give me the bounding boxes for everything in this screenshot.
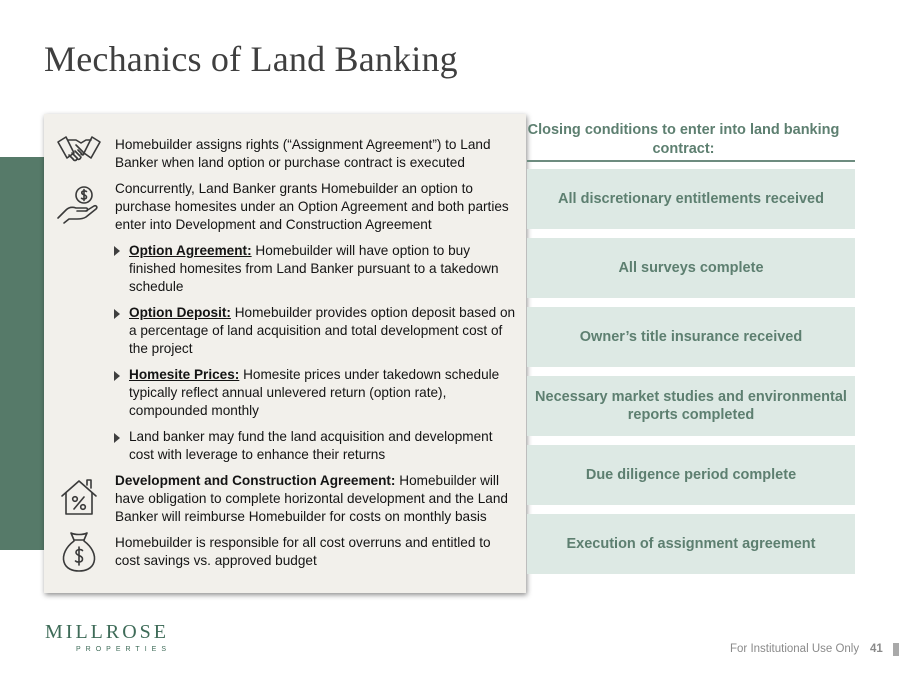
money-bag-icon [56,528,102,574]
sub-bullet-label: Homesite Prices: [129,367,240,382]
mechanics-panel [44,114,526,593]
footer-disclaimer: For Institutional Use Only [730,643,860,655]
bullet-arrow-icon [114,371,120,381]
sub-bullet-text: Homebuilder provides option deposit based on a percentage of land acquisition and total development cost of the project [129,305,516,356]
development-label: Development and Construction Agreement: [115,473,396,488]
slide-title: Mechanics of Land Banking [44,39,458,79]
bullet-arrow-icon [114,309,120,319]
sub-bullet-leverage [129,428,519,464]
bullet-arrow-icon [114,433,120,443]
sub-bullet-homesite-prices [129,366,519,420]
handshake-icon [56,128,102,174]
sub-bullet-text: Homesite prices under takedown schedule typically reflect annual unlevered return (option rate), compounded monthly [129,367,500,418]
hand-dollar-icon [56,182,102,228]
house-percent-icon [56,474,102,520]
condition-surveys: All surveys complete [527,238,855,298]
condition-entitlements: All discretionary entitlements received [527,169,855,229]
assignment-text: Homebuilder assigns rights (“Assignment Agreement”) to Land Banker when land option or purchase contract is executed [115,137,491,170]
condition-due-diligence: Due diligence period complete [527,445,855,505]
overruns-text: Homebuilder is responsible for all cost overruns and entitled to cost savings vs. approved budget [115,535,491,568]
sub-bullet-text: Land banker may fund the land acquisition and development cost with leverage to enhance their returns [129,429,493,462]
company-logo: MILLROSE [45,621,169,643]
sub-bullet-option-deposit [129,304,519,358]
condition-assignment: Execution of assignment agreement [527,514,855,574]
option-grant-text: Concurrently, Land Banker grants Homebuilder an option to purchase homesites under an Option Agreement and both parties enter into Development and Construction Agreement [115,181,509,232]
page-marker [893,643,899,656]
page-number: 41 [870,643,883,655]
sub-bullet-option-agreement [129,242,519,296]
closing-conditions-header: Closing conditions to enter into land banking contract: [527,122,840,157]
sub-bullet-text: Homebuilder will have option to buy finished homesites from Land Banker pursuant to a takedown schedule [129,243,499,294]
development-body: Homebuilder will have obligation to complete horizontal development and the Land Banker will reimburse Homebuilder for costs on monthly basis [115,473,508,524]
condition-title-insurance: Owner’s title insurance received [527,307,855,367]
company-logo-subtitle: PROPERTIES [76,646,171,653]
sub-bullet-label: Option Deposit: [129,305,231,320]
condition-market-studies: Necessary market studies and environmental reports completed [527,376,855,436]
sub-bullet-label: Option Agreement: [129,243,252,258]
bullet-arrow-icon [114,246,120,256]
development-text [115,472,517,526]
header-divider [527,160,855,162]
